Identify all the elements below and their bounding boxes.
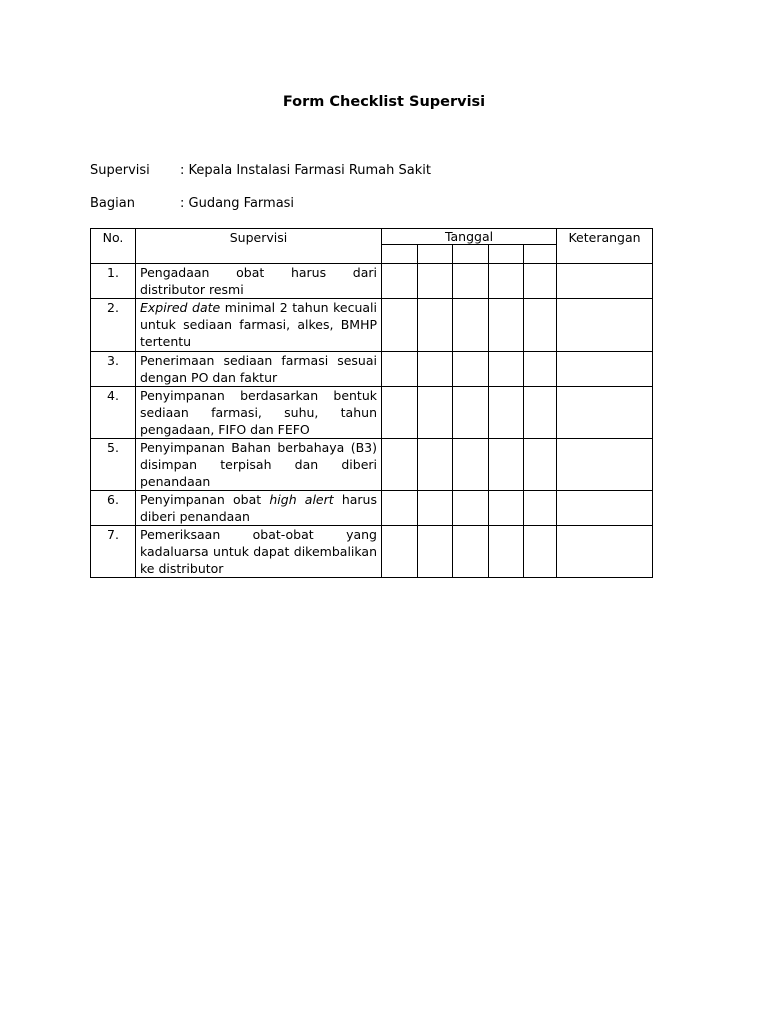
date-cell[interactable]: [453, 439, 489, 491]
date-subcolumn: [418, 245, 453, 264]
col-header-keterangan: Keterangan: [557, 229, 653, 264]
row-number: 6.: [91, 491, 136, 526]
date-cell[interactable]: [489, 264, 524, 299]
row-item: [136, 264, 382, 299]
meta-label: Supervisi: [90, 163, 150, 178]
checklist-table: [90, 228, 653, 578]
meta-value: : Gudang Farmasi: [180, 196, 295, 211]
keterangan-cell[interactable]: [557, 439, 653, 491]
date-cell[interactable]: [453, 352, 489, 387]
date-cell[interactable]: [453, 491, 489, 526]
date-cell[interactable]: [453, 526, 489, 578]
item-text-tail: minimal 2 tahun kecuali untuk sediaan farmasi, alkes, BMHP tertentu: [140, 300, 377, 349]
date-cell[interactable]: [418, 387, 453, 439]
row-number: 4.: [91, 387, 136, 439]
table-row: [91, 491, 653, 526]
date-cell[interactable]: [524, 387, 557, 439]
date-cell[interactable]: [382, 387, 418, 439]
row-item: [136, 439, 382, 491]
date-cell[interactable]: [453, 299, 489, 352]
table-row: [91, 387, 653, 439]
row-number: 5.: [91, 439, 136, 491]
date-cell[interactable]: [418, 352, 453, 387]
meta-bagian: [90, 196, 294, 211]
date-cell[interactable]: [524, 439, 557, 491]
date-cell[interactable]: [524, 264, 557, 299]
date-cell[interactable]: [418, 264, 453, 299]
row-number: 7.: [91, 526, 136, 578]
date-cell[interactable]: [489, 526, 524, 578]
date-cell[interactable]: [382, 491, 418, 526]
row-item: [136, 352, 382, 387]
date-cell[interactable]: [524, 526, 557, 578]
date-cell[interactable]: [418, 526, 453, 578]
row-number: 3.: [91, 352, 136, 387]
date-cell[interactable]: [524, 299, 557, 352]
keterangan-cell[interactable]: [557, 526, 653, 578]
table-row: [91, 439, 653, 491]
row-item: [136, 491, 382, 526]
date-cell[interactable]: [382, 299, 418, 352]
col-header-supervisi: Supervisi: [136, 229, 382, 264]
date-cell[interactable]: [382, 352, 418, 387]
table-row: [91, 352, 653, 387]
row-number: 1.: [91, 264, 136, 299]
date-cell[interactable]: [453, 387, 489, 439]
date-cell[interactable]: [489, 491, 524, 526]
date-cell[interactable]: [382, 526, 418, 578]
date-subcolumn: [382, 245, 418, 264]
date-cell[interactable]: [489, 352, 524, 387]
item-text-tail: harus diberi penandaan: [140, 492, 377, 524]
item-text-italic: Expired date: [140, 300, 221, 315]
item-text: Penyimpanan Bahan berbahaya (B3) disimpan terpisah dan diberi penandaan: [140, 440, 377, 489]
keterangan-cell[interactable]: [557, 299, 653, 352]
keterangan-cell[interactable]: [557, 352, 653, 387]
item-text: Penerimaan sediaan farmasi sesuai dengan PO dan faktur: [140, 353, 377, 385]
date-cell[interactable]: [418, 439, 453, 491]
table-row: [91, 299, 653, 352]
item-text: Pengadaan obat harus dari distributor resmi: [140, 265, 377, 297]
table-row: [91, 264, 653, 299]
col-header-tanggal: Tanggal: [382, 229, 557, 245]
date-subcolumn: [524, 245, 557, 264]
table-row: [91, 526, 653, 578]
date-cell[interactable]: [489, 387, 524, 439]
keterangan-cell[interactable]: [557, 387, 653, 439]
date-cell[interactable]: [382, 264, 418, 299]
date-cell[interactable]: [418, 299, 453, 352]
date-subcolumn: [453, 245, 489, 264]
row-item: [136, 299, 382, 352]
date-cell[interactable]: [524, 352, 557, 387]
date-cell[interactable]: [382, 439, 418, 491]
item-text: Pemeriksaan obat-obat yang kadaluarsa untuk dapat dikembalikan ke distributor: [140, 527, 377, 576]
item-text: Penyimpanan berdasarkan bentuk sediaan farmasi, suhu, tahun pengadaan, FIFO dan FEFO: [140, 388, 377, 437]
col-header-no: No.: [91, 229, 136, 264]
page-title: Form Checklist Supervisi: [282, 94, 486, 110]
header-row: [91, 229, 653, 245]
meta-label: Bagian: [90, 196, 135, 211]
item-text-italic: high alert: [269, 492, 334, 507]
keterangan-cell[interactable]: [557, 264, 653, 299]
date-cell[interactable]: [418, 491, 453, 526]
date-cell[interactable]: [524, 491, 557, 526]
row-item: [136, 526, 382, 578]
row-item: [136, 387, 382, 439]
row-number: 2.: [91, 299, 136, 352]
meta-value: : Kepala Instalasi Farmasi Rumah Sakit: [180, 163, 431, 178]
keterangan-cell[interactable]: [557, 491, 653, 526]
date-cell[interactable]: [489, 299, 524, 352]
date-cell[interactable]: [453, 264, 489, 299]
date-subcolumn: [489, 245, 524, 264]
item-text: Penyimpanan obat: [140, 492, 270, 507]
date-cell[interactable]: [489, 439, 524, 491]
meta-supervisi: [90, 163, 431, 178]
